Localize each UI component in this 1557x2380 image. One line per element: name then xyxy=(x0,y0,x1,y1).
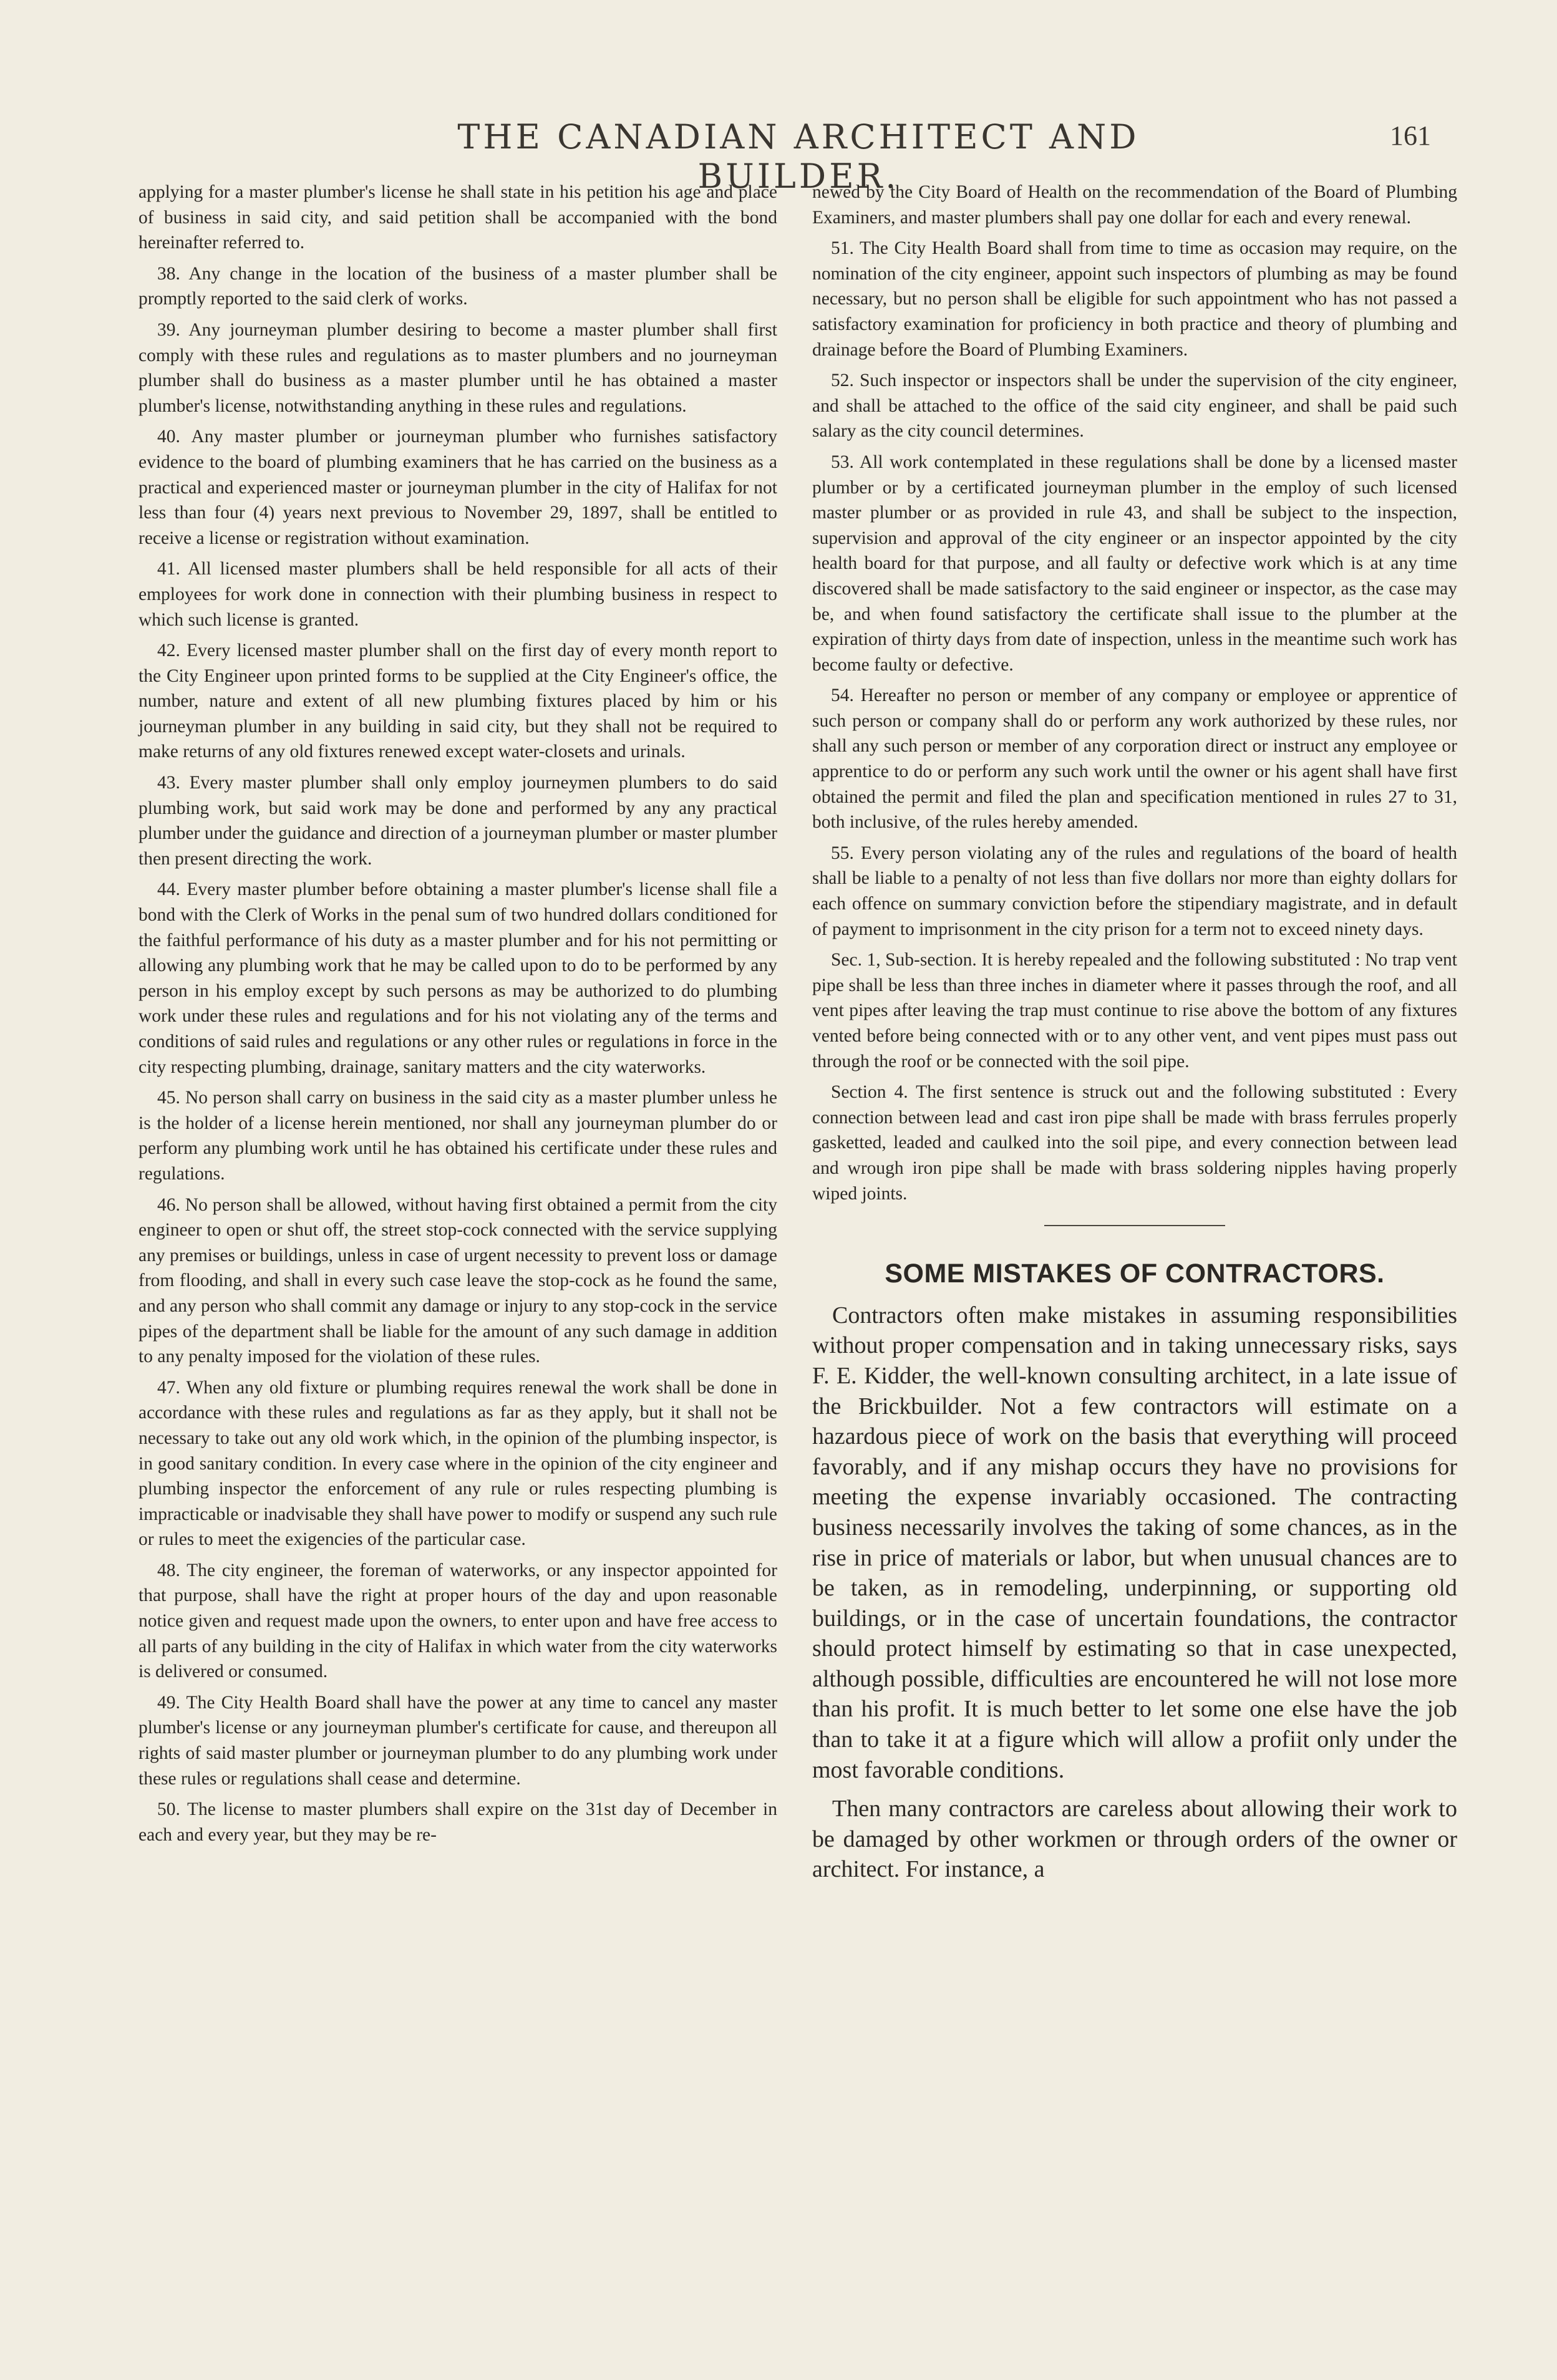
paragraph: 40. Any master plumber or journeyman plumber who furnishes satisfactory evidence to the board of plumbing examiners that he has carried on the business as a practical and experienced master or journeyman plumber in the city of Halifax for not less than four (4) years next previous to November 29, 1897, shall be entitled to receive a license or registration without examination. xyxy=(138,427,777,548)
paragraph: 39. Any journeyman plumber desiring to become a master plumber shall first comply with these rules and regulations as to master plumbers and no journeyman plumber shall do business as a master plumber until he has obtained a master plumber's license, notwithstanding anything in these rules and regulations. xyxy=(138,319,777,416)
paragraph: 53. All work contemplated in these regulations shall be done by a licensed master plumber or by a certificated journeyman plumber in the employ of such licensed master plumber or as provided in rule 43, and shall be subject to the inspection, supervision and approval of the city engineer or an inspector appointed by the city health board for that purpose, and all faulty or defective work which is at any time discovered shall be made satisfactory to the said engineer or inspector, as the case may be, and when found satisfactory the certificate shall issue to the plumber at the expiration of thirty days from date of inspection, unless in the meantime such work has become faulty or defective. xyxy=(812,452,1457,675)
page-header xyxy=(0,117,1557,196)
paragraph: Sec. 1, Sub-section. It is hereby repealed and the following substituted : No trap vent pipe shall be less than three inches in diameter where it passes through the roof, and all vent pipes after leaving the trap must continue to rise above the bottom of any fixtures vented before being connected with or to any other vent, and vent pipes must pass out through the roof or be connected with the soil pipe. xyxy=(812,950,1457,1071)
paragraph: 45. No person shall carry on business in the said city as a master plumber unless he is the holder of a license herein mentioned, nor shall any journeyman plumber do or perform any plumbing work until he has obtained his certificate under these rules and regulations. xyxy=(138,1088,777,1184)
paragraph: 41. All licensed master plumbers shall be held responsible for all acts of their employees for work done in connection with their plumbing business in respect to which such license is granted. xyxy=(138,559,777,630)
article-paragraph: Then many contractors are careless about allowing their work to be damaged by other workmen or through orders of the owner or architect. For instance, a xyxy=(812,1796,1457,1883)
paragraph: 46. No person shall be allowed, without having first obtained a permit from the city engineer to open or shut off, the street stop-cock connected with the service supplying any premises or buildings, unless in case of urgent necessity to prevent loss or damage from flooding, and shall in every such case leave the stop-cock as he found the same, and any person who shall commit any damage or injury to any stop-cock in the service pipes of the department shall be liable for the amount of any such damage in addition to any penalty imposed for the violation of these rules. xyxy=(138,1194,777,1367)
paragraph: 54. Hereafter no person or member of any company or employee or apprentice of such person or company shall do or perform any work authorized by these rules, nor shall any such person or member of any corporation direct or instruct any employee or apprentice to do or perform any such work until the owner or his agent shall have first obtained the permit and filed the plan and specification mentioned in rules 27 to 31, both inclusive, of the rules hereby amended. xyxy=(812,685,1457,833)
paragraph: 38. Any change in the location of the business of a master plumber shall be promptly reported to the said clerk of works. xyxy=(138,263,777,309)
paragraph: 50. The license to master plumbers shall expire on the 31st day of December in each and every year, but they may be re- xyxy=(138,1799,777,1845)
paragraph: 52. Such inspector or inspectors shall be under the supervision of the city engineer, and shall be attached to the office of the said city engineer, and shall be paid such salary as the city council determines. xyxy=(812,370,1457,442)
article-body xyxy=(812,1300,1457,1885)
paragraph: 43. Every master plumber shall only employ journeymen plumbers to do said plumbing work, but said work may be done and performed by any any practical plumber under the guidance and direction of a journeyman plumber or master plumber then present directing the work. xyxy=(138,773,777,869)
paragraph: 49. The City Health Board shall have the power at any time to cancel any master plumber's license or any journeyman plumber's certificate for cause, and thereupon all rights of said master plumber or journeyman plumber to do any plumbing work under these rules or regulations shall cease and determine. xyxy=(138,1692,777,1789)
running-title: THE CANADIAN ARCHITECT AND BUILDER. xyxy=(457,117,1140,196)
article-title: SOME MISTAKES OF CONTRACTORS. xyxy=(885,1259,1385,1289)
paragraph: 42. Every licensed master plumber shall on the first day of every month report to the City Engineer upon printed forms to be supplied at the City Engineer's office, the number, nature and extent of all new plumbing fixtures placed by him or his journeyman plumber in any building in said city, but they shall not be required to make returns of any old fixtures renewed except water-closets and urinals. xyxy=(138,641,777,762)
paragraph: Section 4. The first sentence is struck out and the following substituted : Every connection between lead and cast iron pipe shall be made with brass ferrules properly gasketted, leaded and caulked into the soil pipe, and every connection between lead and wrough iron pipe shall be made with brass soldering nipples having properly wiped joints. xyxy=(812,1082,1457,1204)
paragraph: 47. When any old fixture or plumbing requires renewal the work shall be done in accordance with these rules and regulations as far as they apply, but it shall not be necessary to take out any old work which, in the opinion of the plumbing inspector, is in good sanitary condition. In every case where in the opinion of the city engineer and plumbing inspector the enforcement of any rule or rules respecting plumbing is impracticable or inadvisable they shall have power to modify or suspend any such rule or rules to meet the exigencies of the particular case. xyxy=(138,1377,777,1550)
paragraph: 51. The City Health Board shall from time to time as occasion may require, on the nomination of the city engineer, appoint such inspectors of plumbing as may be found necessary, but no person shall be eligible for such appointment who has not passed a satisfactory examination for proficiency in both practice and theory of plumbing and drainage before the Board of Plumbing Examiners. xyxy=(812,238,1457,360)
paragraph: 55. Every person violating any of the rules and regulations of the board of health shall be liable to a penalty of not less than five dollars nor more than eighty dollars for each offence on summary conviction before the stipendiary magistrate, and in default of payment to imprisonment in the city prison for a term not to exceed ninety days. xyxy=(812,843,1457,939)
article-paragraph: Contractors often make mistakes in assuming responsibilities without proper compensation and in taking unnecessary risks, says F. E. Kidder, the well-known consulting architect, in a late issue of the Brickbuilder. Not a few contractors will estimate on a hazardous piece of work on the basis that everything will proceed favorably, and if any mishap occurs they have no provisions for meeting the expense invariably occasioned. The contracting business necessarily involves the taking of some chances, as in the rise in price of materials or labor, but when unusual chances are to be taken, as in remodeling, underpinning, or supporting old buildings, or in the case of uncertain foundations, the contractor should protect himself by estimating so that in case unexpected, although possible, difficulties are encountered he will not lose more than his profit. It is much better to let some one else have the job than to take it at a figure which will allow a profiit only under the most favorable conditions. xyxy=(812,1302,1457,1783)
paragraph: newed by the City Board of Health on the recommendation of the Board of Plumbing Examiners, and master plumbers shall pay one dollar for each and every renewal. xyxy=(812,182,1457,228)
section-divider xyxy=(1044,1225,1225,1226)
paragraph: 44. Every master plumber before obtaining a master plumber's license shall file a bond with the Clerk of Works in the penal sum of two hundred dollars conditioned for the faithful performance of his duty as a master plumber and for his not permitting or allowing any plumbing work that he may be called upon to do to be performed by any person in his employ except by such persons as may be authorized to do plumbing work under these rules and regulations and for his not violating any of the terms and conditions of said rules and regulations or any other rules or regulations in force in the city respecting plumbing, drainage, sanitary matters and the city waterworks. xyxy=(138,879,777,1077)
page-number: 161 xyxy=(1390,120,1431,151)
left-column xyxy=(138,180,777,1853)
paragraph: 48. The city engineer, the foreman of waterworks, or any inspector appointed for that purpose, shall have the right at proper hours of the day and upon reasonable notice given and request made upon the owners, to enter upon and have free access to all parts of any building in the city of Halifax in which water from the city waterworks is delivered or consumed. xyxy=(138,1560,777,1682)
right-column xyxy=(812,180,1457,1894)
paragraph: applying for a master plumber's license he shall state in his petition his age and place of business in said city, and said petition shall be accompanied with the bond hereinafter referred to. xyxy=(138,182,777,253)
